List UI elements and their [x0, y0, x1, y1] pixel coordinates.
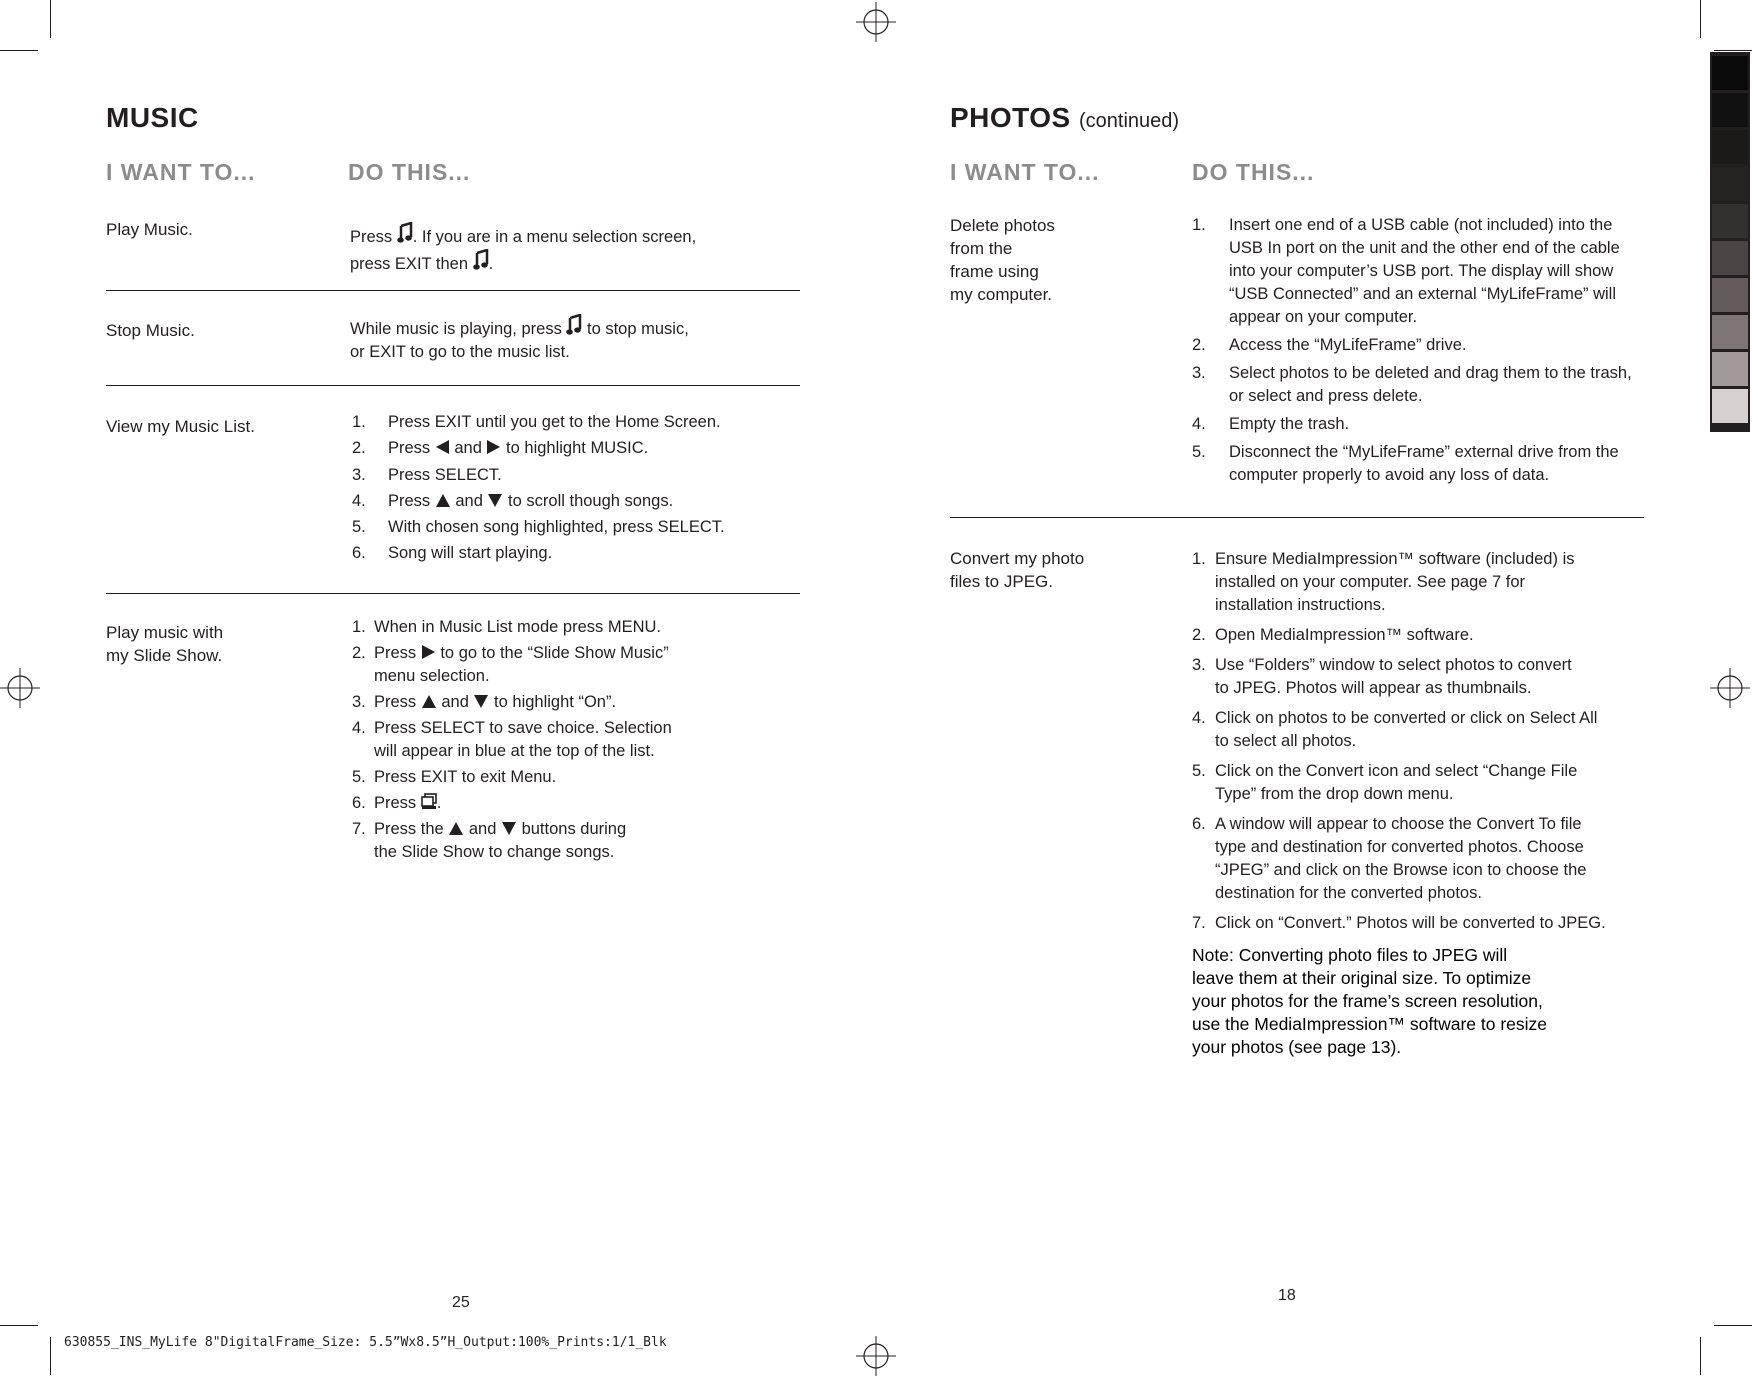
page-number: 18 — [1278, 1287, 1296, 1304]
registration-mark-bottom-icon — [856, 1336, 896, 1376]
music-note-icon — [473, 249, 489, 271]
music-note-icon — [566, 314, 582, 336]
color-swatch — [1712, 241, 1748, 275]
list-item: 6. Song will start playing. — [352, 544, 553, 563]
list-item: 3. Use “Folders” window to select photos to convert to JPEG. Photos will appear as thumbnails. — [1192, 656, 1572, 697]
down-triangle-icon — [487, 493, 503, 508]
list-item: 4. Click on photos to be converted or click on Select All to select all photos. — [1192, 709, 1598, 750]
task-label: Stop Music. — [106, 321, 195, 340]
row-divider — [106, 593, 800, 594]
list-item: 1. Press EXIT until you get to the Home Screen. — [352, 413, 721, 431]
color-swatch — [1712, 56, 1748, 90]
list-item: 1. When in Music List mode press MENU. — [352, 618, 662, 636]
up-triangle-icon — [448, 821, 464, 836]
page-title: PHOTOS (continued) — [950, 102, 1180, 133]
list-item: 5. With chosen song highlighted, press SELECT. — [352, 518, 725, 537]
list-item: 6. A window will appear to choose the Convert To file type and destination for converted photos. Choose “JPEG” and click on the Browse icon to choose the destination for the converted photos. — [1192, 815, 1587, 902]
list-item: 4. Press SELECT to save choice. Selection will appear in blue at the top of the list. — [352, 719, 672, 760]
steps-list — [1192, 548, 1652, 935]
list-item: 5. Disconnect the “MyLifeFrame” external drive from the computer properly to avoid any loss of data. — [1192, 443, 1619, 484]
color-swatch — [1712, 130, 1748, 164]
steps-list — [352, 411, 782, 565]
list-item: 2. Open MediaImpression™ software. — [1192, 626, 1474, 644]
task-label: Play music with my Slide Show. — [106, 623, 224, 665]
task-label: View my Music List. — [106, 417, 255, 436]
down-triangle-icon — [501, 821, 517, 836]
note-text: Note: Converting photo files to JPEG will leave them at their original size. To optimize your photos for the frame’s screen resolution, use the MediaImpression™ software to resize your photos (see page 13). — [1192, 945, 1548, 1057]
page-number: 25 — [452, 1294, 470, 1311]
up-triangle-icon — [435, 493, 451, 508]
list-item: 6. Press . — [352, 794, 442, 812]
steps-list — [1192, 214, 1652, 487]
column-heading-do: DO THIS... — [348, 159, 471, 185]
color-swatch — [1712, 278, 1748, 312]
column-heading-want: I WANT TO... — [106, 159, 256, 185]
task-label: Play Music. — [106, 220, 193, 239]
list-item: 4. Press and to scroll though songs. — [352, 491, 674, 510]
list-item: 5. Press EXIT to exit Menu. — [352, 768, 557, 786]
list-item: 3. Press and to highlight “On”. — [352, 693, 617, 711]
right-triangle-icon — [421, 644, 436, 660]
page-title: MUSIC — [106, 102, 199, 133]
color-swatch — [1712, 352, 1748, 386]
task-instructions: While music is playing, press to stop music, or EXIT to go to the music list. — [350, 314, 689, 364]
color-swatch — [1712, 93, 1748, 127]
steps-list — [352, 616, 772, 864]
list-item: 1. Insert one end of a USB cable (not included) into the USB In port on the unit and the other end of the cable into your computer’s USB port. The display will show “USB Connected” and an external “MyLifeFrame” will appear on your computer. — [1192, 216, 1620, 326]
color-swatch — [1712, 167, 1748, 201]
task-label: Delete photos from the frame using my computer. — [950, 216, 1055, 304]
registration-mark-top-icon — [856, 2, 896, 42]
task-instructions: Press . If you are in a menu selection screen, press EXIT then . — [350, 222, 696, 276]
list-item: 3. Select photos to be deleted and drag them to the trash, or select and press delete. — [1192, 364, 1632, 405]
list-item: 2. Press to go to the “Slide Show Music” menu selection. — [352, 644, 669, 685]
list-item: 7. Click on “Convert.” Photos will be converted to JPEG. — [1192, 914, 1606, 932]
list-item: 5. Click on the Convert icon and select “Change File Type” from the drop down menu. — [1192, 762, 1578, 803]
list-item: 2. Access the “MyLifeFrame” drive. — [1192, 336, 1467, 354]
print-slug: 630855_INS_MyLife 8"DigitalFrame_Size: 5.5”Wx8.5”H_Output:100%_Prints:1/1_Blk — [64, 1335, 667, 1350]
row-divider — [106, 385, 800, 386]
registration-mark-right-icon — [1710, 668, 1750, 708]
row-divider — [106, 290, 800, 291]
list-item: 1. Ensure MediaImpression™ software (included) is installed on your computer. See page 7 for installation instructions. — [1192, 550, 1575, 614]
column-heading-do: DO THIS... — [1192, 159, 1315, 185]
color-swatch — [1712, 204, 1748, 238]
column-heading-want: I WANT TO... — [950, 159, 1100, 185]
right-triangle-icon — [486, 439, 501, 455]
slideshow-icon — [421, 793, 437, 810]
list-item: 2. Press and to highlight MUSIC. — [352, 439, 649, 458]
registration-mark-left-icon — [0, 668, 40, 708]
list-item: 7. Press the and buttons during the Slide Show to change songs. — [352, 820, 627, 861]
list-item: 4. Empty the trash. — [1192, 415, 1350, 433]
row-divider — [950, 517, 1644, 518]
list-item: 3. Press SELECT. — [352, 465, 502, 484]
up-triangle-icon — [421, 694, 437, 709]
task-label: Convert my photo files to JPEG. — [950, 549, 1085, 591]
music-note-icon — [397, 222, 413, 244]
color-swatch — [1712, 315, 1748, 349]
down-triangle-icon — [473, 694, 489, 709]
left-triangle-icon — [435, 439, 450, 455]
color-swatch — [1712, 389, 1748, 423]
